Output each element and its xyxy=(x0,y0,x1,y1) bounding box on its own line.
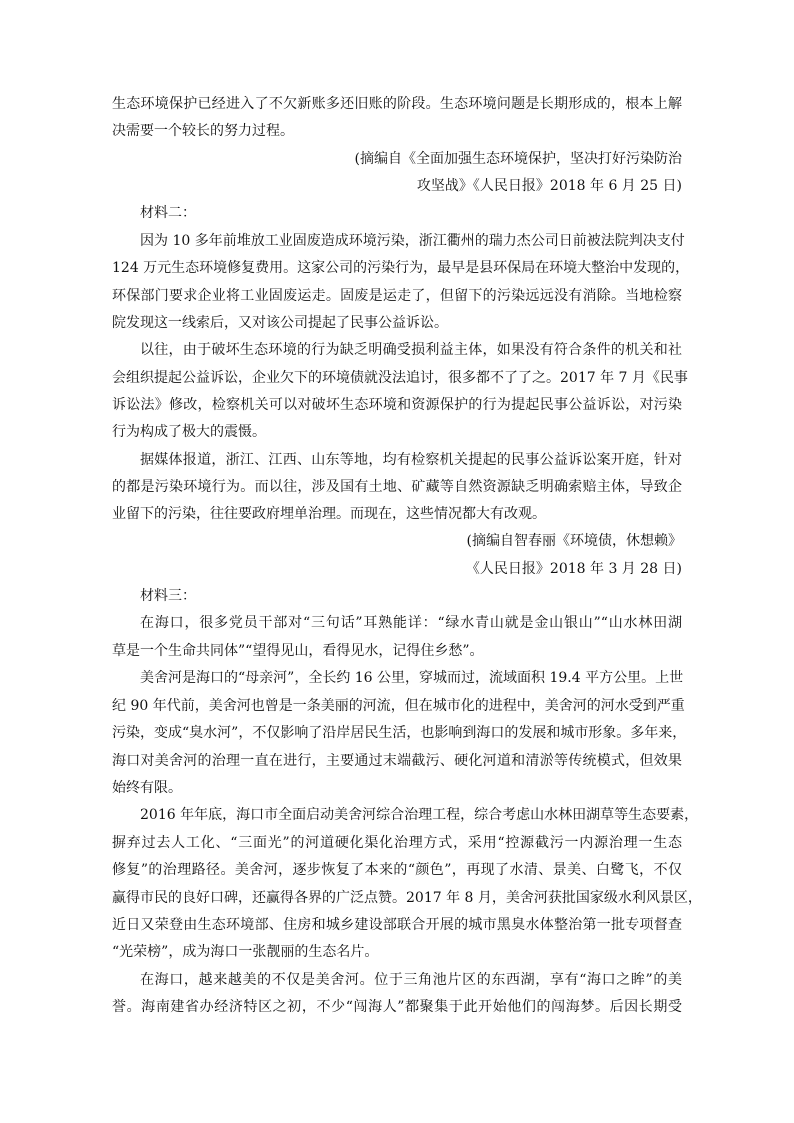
body-text-line: 2016 年年底，海口市全面启动美舍河综合治理工程，综合考虑山水林田湖草等生态要素， xyxy=(140,807,699,823)
body-text-line: 以往，由于破坏生态环境的行为缺乏明确受损利益主体，如果没有符合条件的机关和社 xyxy=(140,342,682,358)
source-citation: 《人民日报》2018 年 3 月 28 日) xyxy=(465,561,682,577)
section-heading: 材料二： xyxy=(140,205,196,221)
body-text-line: 始终有限。 xyxy=(112,780,182,796)
body-text-line: 在海口，很多党员干部对“三句话”耳熟能详：“绿水青山就是金山银山”“山水林田湖 xyxy=(140,615,682,631)
body-text-line: 的都是污染环境行为。而以往，涉及国有土地、矿藏等自然资源缺乏明确索赔主体，导致企 xyxy=(112,479,682,495)
body-text-line: 诉讼法》修改，检察机关可以对破坏生态环境和资源保护的行为提起民事公益诉讼，对污染 xyxy=(112,397,682,413)
body-text-line: 修复”的治理路径。美舍河，逐步恢复了本来的“颜色”，再现了水清、景美、白鹭飞，不仅 xyxy=(112,862,682,878)
body-text-line: 因为 10 多年前堆放工业固废造成环境污染，浙江衢州的瑞力杰公司日前被法院判决支付 xyxy=(140,233,685,249)
body-text-line: 据媒体报道，浙江、江西、山东等地，均有检察机关提起的民事公益诉讼案开庭，针对 xyxy=(140,452,682,468)
source-citation: (摘编自《全面加强生态环境保护，坚决打好污染防治 xyxy=(354,151,682,167)
body-text-line: 誉。海南建省办经济特区之初，不少“闯海人”都聚集于此开始他们的闯海梦。后因长期受 xyxy=(112,999,682,1015)
body-text-line: 美舍河是海口的“母亲河”，全长约 16 公里，穿城而过，流域面积 19.4 平方公里。上世 xyxy=(140,670,684,686)
body-text-line: 业留下的污染，往往要政府埋单治理。而现在，这些情况都大有改观。 xyxy=(112,506,546,522)
source-citation: 攻坚战》《人民日报》2018 年 6 月 25 日) xyxy=(416,178,682,194)
body-text-line: 会组织提起公益诉讼，企业欠下的环境债就没法追讨，很多都不了了之。2017 年 7 月《民事 xyxy=(112,370,688,386)
body-text-line: 环保部门要求企业将工业固废运走。固废是运走了，但留下的污染远远没有消除。当地检察 xyxy=(112,288,682,304)
body-text-line: 院发现这一线索后，又对该公司提起了民事公益诉讼。 xyxy=(112,315,448,331)
section-heading: 材料三： xyxy=(140,588,196,604)
body-text-line: 草是一个生命共同体”“望得见山，看得见水，记得住乡愁”。 xyxy=(112,643,484,659)
body-text-line: 决需要一个较长的努力过程。 xyxy=(112,123,294,139)
body-text-line: 行为构成了极大的震慑。 xyxy=(112,424,266,440)
body-text-line: 生态环境保护已经进入了不欠新账多还旧账的阶段。生态环境问题是长期形成的，根本上解 xyxy=(112,96,682,112)
body-text-line: 污染，变成“臭水河”，不仅影响了沿岸居民生活，也影响到海口的发展和城市形象。多年来， xyxy=(112,725,687,741)
body-text-line: 海口对美舍河的治理一直在进行，主要通过末端截污、硬化河道和清淤等传统模式，但效果 xyxy=(112,753,682,769)
body-text-line: 赢得市民的良好口碑，还赢得各界的广泛点赞。2017 年 8 月，美舍河获批国家级水利风景区， xyxy=(112,890,702,906)
body-text-line: 124 万元生态环境修复费用。这家公司的污染行为，最早是县环保局在环境大整治中发现的， xyxy=(112,260,690,276)
body-text-line: 在海口，越来越美的不仅是美舍河。位于三角池片区的东西湖，享有“海口之眸”的美 xyxy=(140,972,682,988)
body-text-line: “光荣榜”，成为海口一张靓丽的生态名片。 xyxy=(112,944,379,960)
source-citation: (摘编自智春丽《环境债，休想赖》 xyxy=(466,533,682,549)
body-text-line: 近日又荣登由生态环境部、住房和城乡建设部联合开展的城市黑臭水体整治第一批专项督查 xyxy=(112,917,682,933)
body-text-line: 摒弃过去人工化、“三面光”的河道硬化渠化治理方式，采用“控源截污一内源治理一生态 xyxy=(112,835,682,851)
body-text-line: 纪 90 年代前，美舍河也曾是一条美丽的河流，但在城市化的进程中，美舍河的河水受到严重 xyxy=(112,698,685,714)
